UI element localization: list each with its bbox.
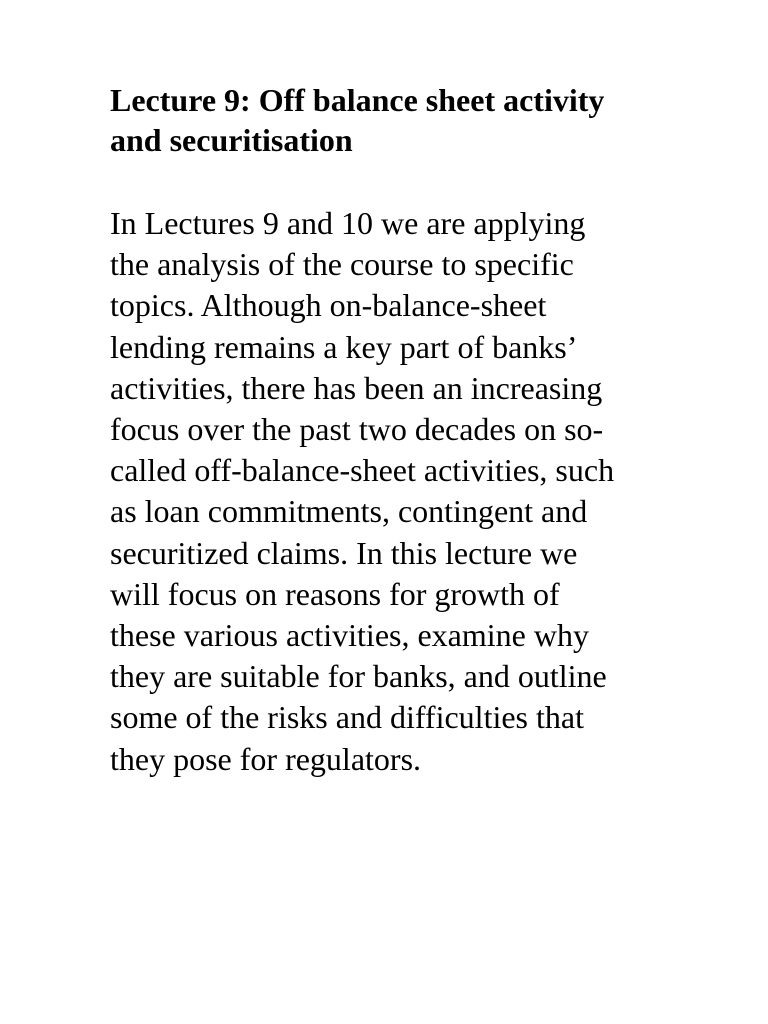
paragraph-line-3: topics. Although on-balance-sheet	[110, 287, 547, 324]
paragraph-line-14: they pose for regulators.	[110, 740, 422, 777]
paragraph-line-4: lending remains a key part of banks’	[110, 328, 578, 365]
paragraph-line-7: called off-balance-sheet activities, such	[110, 452, 615, 489]
title-line-1: Lecture 9: Off balance sheet activity	[110, 82, 605, 118]
paragraph-line-9: securitized claims. In this lecture we	[110, 534, 578, 571]
paragraph-line-1: In Lectures 9 and 10 we are applying	[110, 205, 586, 241]
title-line-2: and securitisation	[110, 122, 353, 158]
paragraph-line-2: the analysis of the course to specific	[110, 246, 574, 283]
lecture-intro-paragraph	[110, 203, 730, 780]
lecture-title	[110, 80, 710, 160]
paragraph-line-12: they are suitable for banks, and outline	[110, 658, 607, 695]
paragraph-line-13: some of the risks and difficulties that	[110, 699, 584, 736]
paragraph-line-8: as loan commitments, contingent and	[110, 493, 588, 530]
paragraph-line-5: activities, there has been an increasing	[110, 369, 603, 406]
paragraph-line-6: focus over the past two decades on so-	[110, 411, 604, 448]
paragraph-line-10: will focus on reasons for growth of	[110, 575, 560, 612]
paragraph-line-11: these various activities, examine why	[110, 617, 589, 654]
